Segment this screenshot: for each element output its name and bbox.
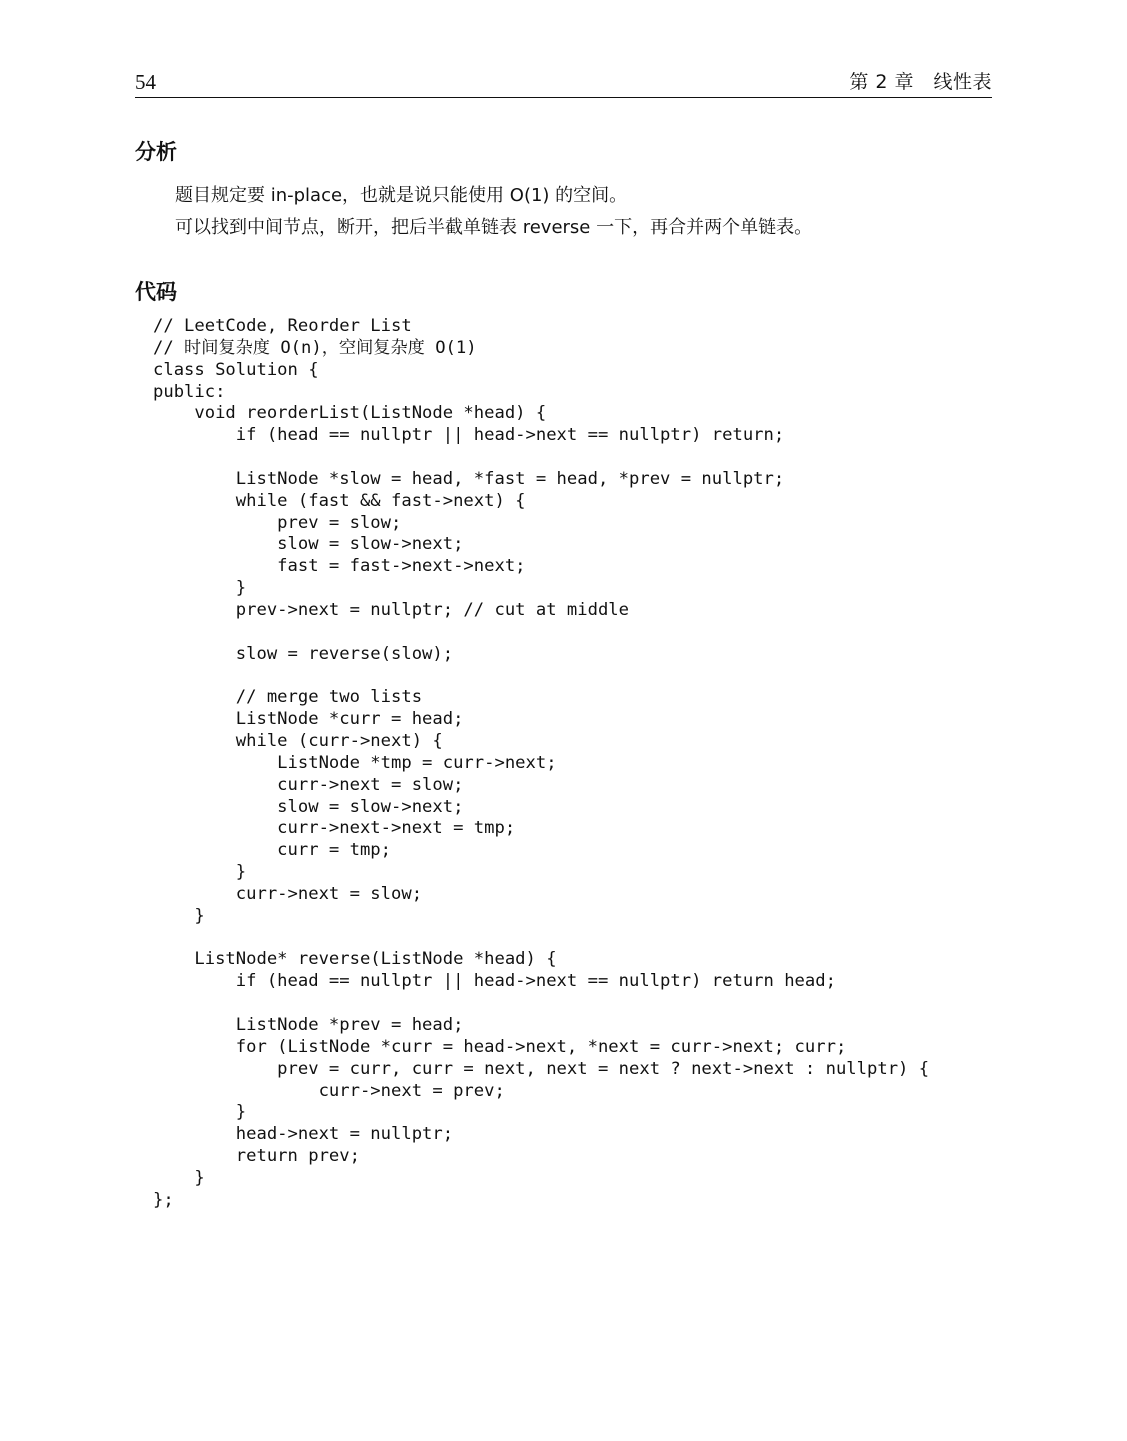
- page-number: 54: [135, 70, 156, 94]
- code-line: void reorderList(ListNode *head) {: [153, 403, 547, 424]
- code-line: while (curr->next) {: [153, 731, 443, 752]
- code-line: [153, 993, 929, 1015]
- code-line: prev = curr, curr = next, next = next ? next->next : nullptr) {: [153, 1058, 930, 1079]
- code-line: }: [153, 862, 247, 883]
- code-line: [153, 447, 929, 469]
- code-line: [153, 622, 929, 644]
- code-line: curr->next = prev;: [153, 1080, 505, 1101]
- code-line: curr->next->next = tmp;: [153, 818, 516, 839]
- code-line: curr = tmp;: [153, 840, 391, 861]
- code-line: slow = reverse(slow);: [153, 643, 454, 664]
- code-line: // LeetCode, Reorder List: [153, 316, 412, 336]
- page-header: [135, 68, 992, 98]
- code-line: while (fast && fast->next) {: [153, 490, 526, 511]
- code-line: if (head == nullptr || head->next == nullptr) return head;: [153, 971, 836, 992]
- code-line: prev = slow;: [153, 512, 402, 533]
- code-heading: 代码: [135, 280, 177, 304]
- code-line: if (head == nullptr || head->next == nullptr) return;: [153, 425, 785, 446]
- code-line: ListNode* reverse(ListNode *head) {: [153, 949, 557, 970]
- code-line: };: [153, 1189, 174, 1210]
- code-line: [153, 666, 929, 688]
- code-line: // 时间复杂度 O(n)，空间复杂度 O(1): [153, 337, 477, 358]
- code-line: }: [153, 1167, 205, 1188]
- code-line: return prev;: [153, 1146, 360, 1167]
- code-line: }: [153, 1102, 247, 1123]
- code-line: public:: [153, 381, 226, 402]
- code-line: curr->next = slow;: [153, 774, 464, 795]
- analysis-paragraph-2: 可以找到中间节点，断开，把后半截单链表 reverse 一下，再合并两个单链表。: [175, 217, 813, 238]
- code-line: }: [153, 578, 247, 599]
- code-line: [153, 928, 929, 950]
- analysis-heading: 分析: [135, 140, 177, 164]
- code-line: }: [153, 905, 205, 926]
- code-line: head->next = nullptr;: [153, 1124, 454, 1145]
- code-line: class Solution {: [153, 359, 319, 380]
- analysis-paragraph-1: 题目规定要 in-place，也就是说只能使用 O(1) 的空间。: [175, 185, 628, 206]
- code-line: for (ListNode *curr = head->next, *next = curr->next; curr;: [153, 1036, 847, 1057]
- code-listing: [153, 316, 929, 1212]
- code-line: // merge two lists: [153, 687, 423, 708]
- code-line: ListNode *tmp = curr->next;: [153, 752, 557, 773]
- code-line: fast = fast->next->next;: [153, 556, 526, 577]
- code-line: ListNode *curr = head;: [153, 709, 464, 730]
- code-line: ListNode *slow = head, *fast = head, *prev = nullptr;: [153, 468, 785, 489]
- code-line: slow = slow->next;: [153, 534, 464, 555]
- chapter-title: 第 2 章 线性表: [849, 71, 992, 93]
- code-line: ListNode *prev = head;: [153, 1015, 464, 1035]
- code-line: prev->next = nullptr; // cut at middle: [153, 599, 629, 620]
- code-line: curr->next = slow;: [153, 883, 423, 904]
- code-line: slow = slow->next;: [153, 796, 464, 817]
